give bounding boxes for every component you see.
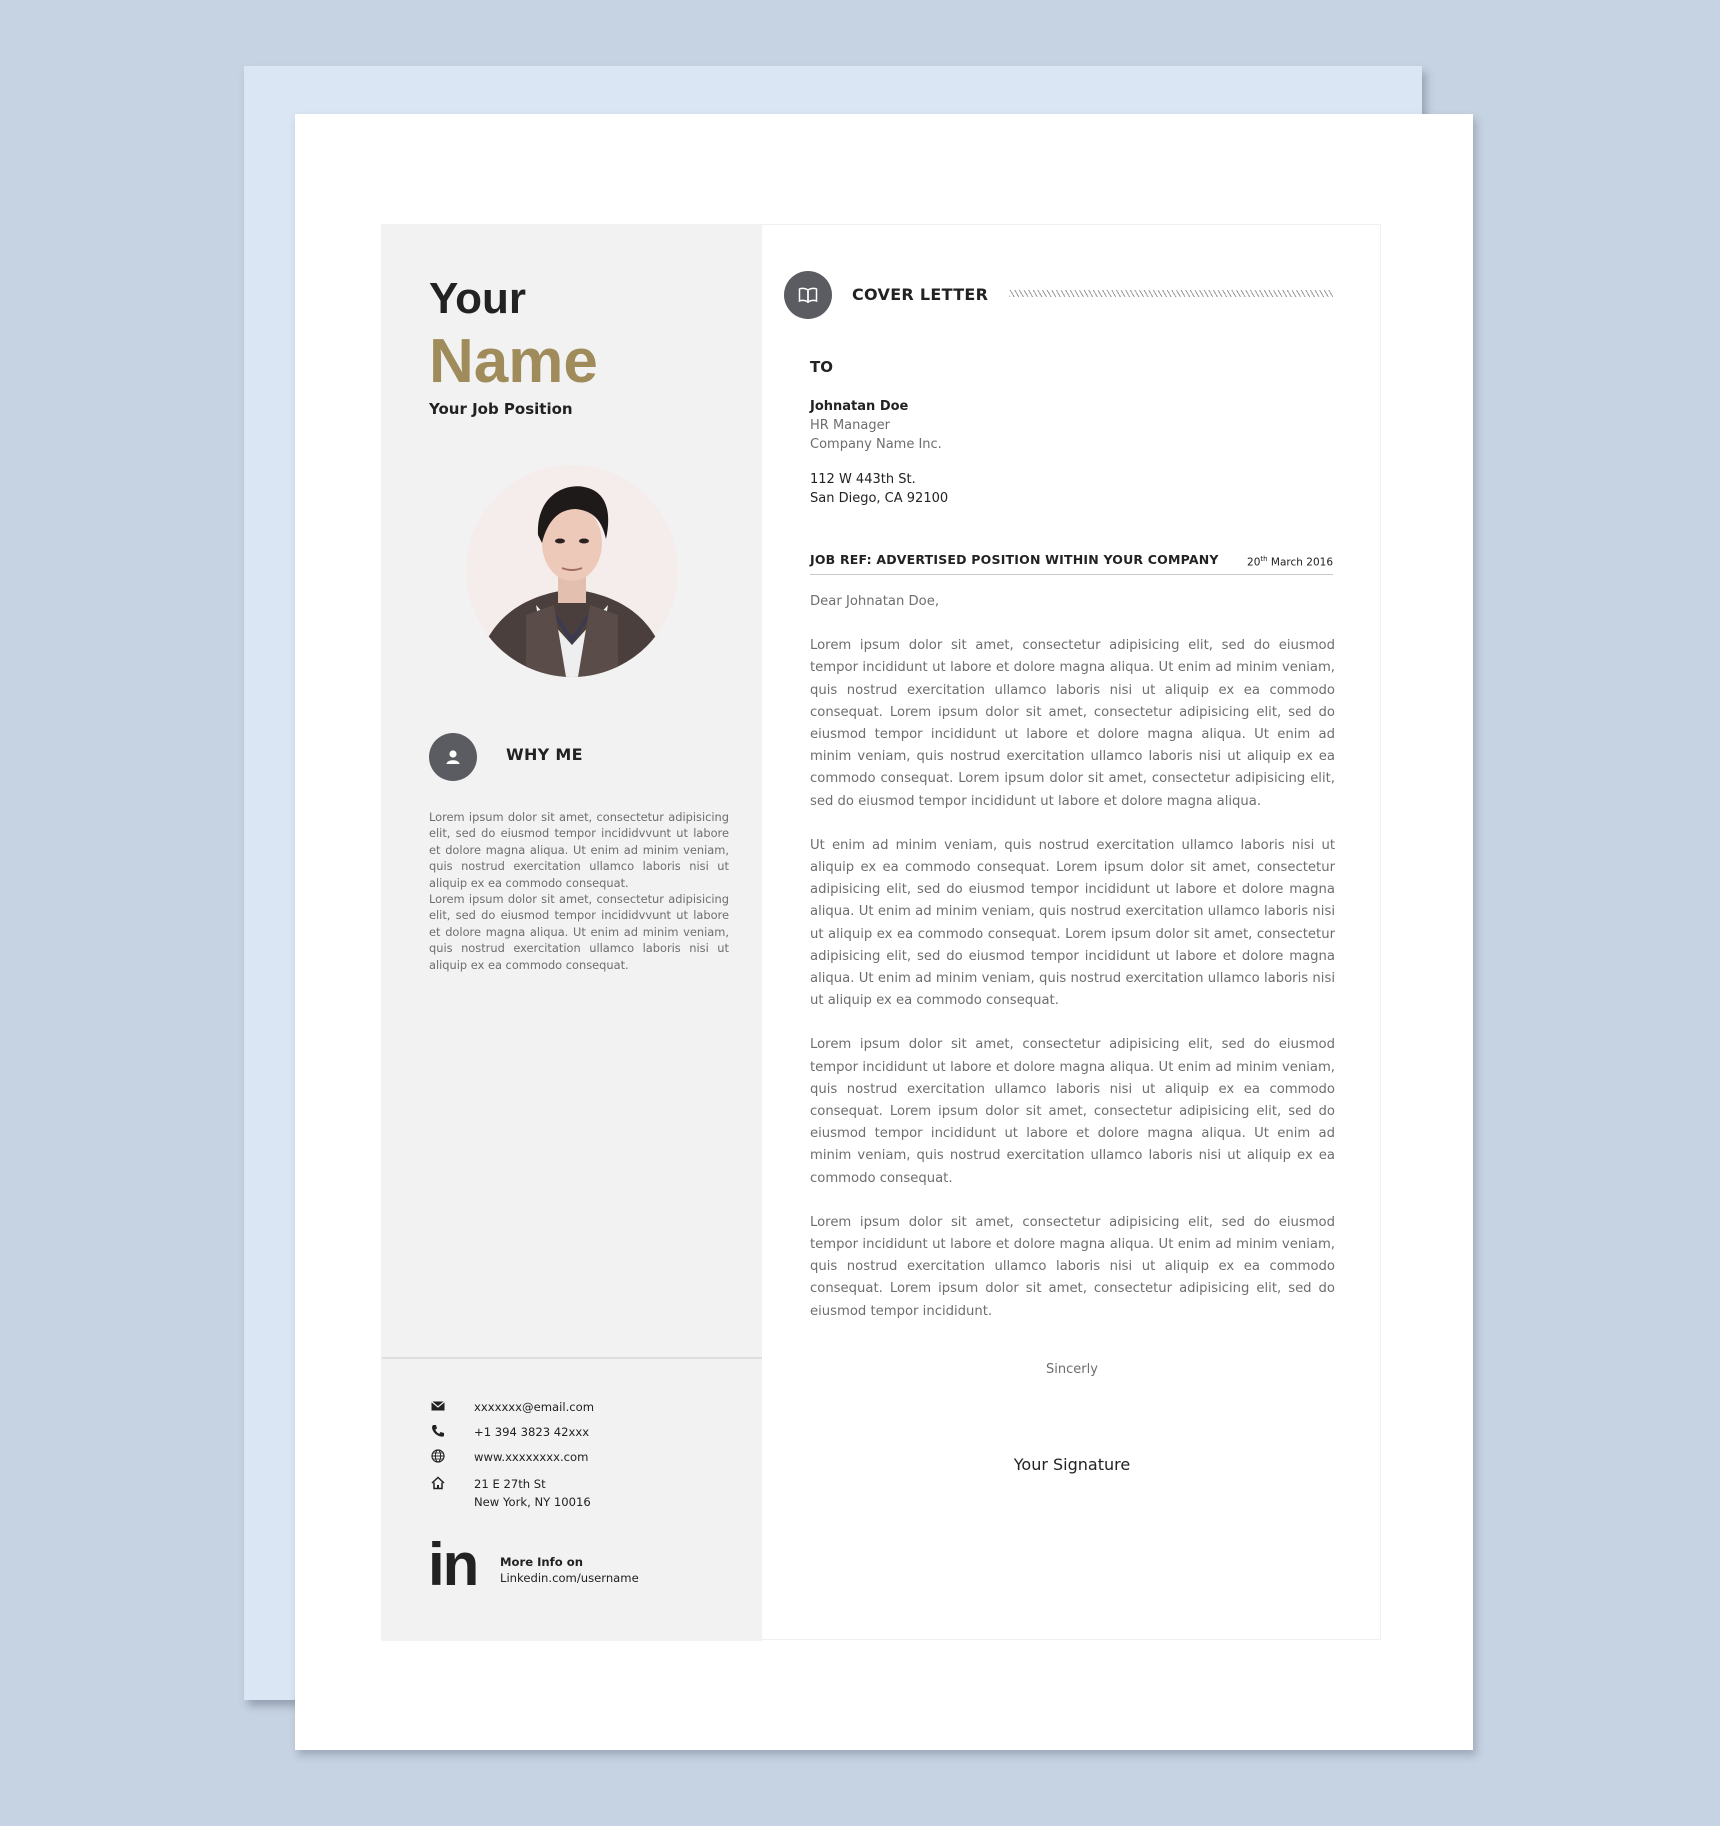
letter-paragraph: Lorem ipsum dolor sit amet, consectetur adipisicing elit, sed do eiusmod tempor incididunt ut labore et dolore magna aliqua. Ut enim ad minim veniam, quis nostrud exercitation ullamco laboris nisi ut aliquip ex ea commodo consequat. Lorem ipsum dolor sit amet, consectetur adipisicing elit, sed do eiusmod tempor incididunt. bbox=[810, 1214, 1335, 1319]
why-me-paragraph: Lorem ipsum dolor sit amet, consectetur adipisicing elit, sed do eiusmod tempor incididvvunt ut labore et dolore magna aliqua. Ut enim ad minim veniam, quis nostrud exercitation ullamco laboris nisi ut aliquip ex ea commodo consequat. bbox=[429, 892, 729, 972]
contact-divider bbox=[382, 1357, 762, 1359]
recipient-address-line-2: San Diego, CA 92100 bbox=[810, 491, 949, 506]
contact-website-text: www.xxxxxxxx.com bbox=[474, 1450, 589, 1464]
job-position: Your Job Position bbox=[429, 400, 573, 418]
date-month-year: March 2016 bbox=[1267, 556, 1333, 569]
recipient-block bbox=[810, 397, 942, 454]
recipient-address bbox=[810, 470, 948, 508]
contact-website[interactable] bbox=[429, 1448, 588, 1466]
contact-email-text: xxxxxxx@email.com bbox=[474, 1400, 595, 1414]
globe-icon bbox=[429, 1448, 447, 1464]
why-me-text bbox=[429, 809, 729, 973]
recipient-company: Company Name Inc. bbox=[810, 437, 942, 452]
to-label: TO bbox=[810, 358, 833, 376]
contact-address-text bbox=[474, 1475, 591, 1511]
letter-paragraph: Ut enim ad minim veniam, quis nostrud exercitation ullamco laboris nisi ut aliquip ex ea commodo consequat. Lorem ipsum dolor sit amet, consectetur adipisicing elit, sed do eiusmod tempor incididunt ut labore et dolore magna aliqua. Ut enim ad minim veniam, quis nostrud exercitation ullamco laboris nisi ut aliquip ex ea commodo consequat. Lorem ipsum dolor sit amet, consectetur adipisicing elit, sed do eiusmod tempor incididunt ut labore et dolore magna aliqua. Ut enim ad minim veniam, quis nostrud exercitation ullamco laboris nisi ut aliquip ex ea commodo consequat. bbox=[810, 837, 1335, 1009]
cover-letter-title: COVER LETTER bbox=[852, 285, 989, 304]
job-ref-row bbox=[810, 550, 1333, 575]
why-me-title: WHY ME bbox=[506, 745, 583, 764]
contact-email[interactable] bbox=[429, 1398, 594, 1416]
letter-paragraph: Lorem ipsum dolor sit amet, consectetur adipisicing elit, sed do eiusmod tempor incididunt ut labore et dolore magna aliqua. Ut enim ad minim veniam, quis nostrud exercitation ullamco laboris nisi ut aliquip ex ea commodo consequat. Lorem ipsum dolor sit amet, consectetur adipisicing elit, sed do eiusmod tempor incididunt ut labore et dolore magna aliqua. Ut enim ad minim veniam, quis nostrud exercitation ullamco laboris nisi ut aliquip ex ea commodo consequat. bbox=[810, 1037, 1335, 1186]
letter-body bbox=[810, 591, 1335, 1323]
cover-letter-document bbox=[381, 224, 1381, 1640]
recipient-name: Johnatan Doe bbox=[810, 399, 909, 414]
linkedin-label: More Info on bbox=[500, 1555, 583, 1569]
date-suffix: th bbox=[1260, 555, 1268, 563]
recipient-address-line-1: 112 W 443th St. bbox=[810, 472, 916, 487]
open-book-icon bbox=[784, 271, 832, 319]
profile-photo bbox=[466, 465, 678, 677]
linkedin-icon[interactable]: in bbox=[428, 1531, 478, 1598]
why-me-paragraph: Lorem ipsum dolor sit amet, consectetur adipisicing elit, sed do eiusmod tempor incididvvunt ut labore et dolore magna aliqua. Ut enim ad minim veniam, quis nostrud exercitation ullamco laboris nisi ut aliquip ex ea commodo consequat. bbox=[429, 810, 729, 890]
envelope-icon bbox=[429, 1398, 447, 1414]
decorative-hatch-divider bbox=[1009, 290, 1333, 297]
front-sheet bbox=[295, 114, 1473, 1750]
name-last: Name bbox=[429, 327, 598, 396]
linkedin-url[interactable]: Linkedin.com/username bbox=[500, 1571, 639, 1585]
recipient-title: HR Manager bbox=[810, 418, 890, 433]
address-line-1: 21 E 27th St bbox=[474, 1477, 546, 1491]
greeting: Dear Johnatan Doe, bbox=[810, 594, 940, 609]
house-icon bbox=[429, 1475, 447, 1491]
job-ref: JOB REF: ADVERTISED POSITION WITHIN YOUR COMPANY bbox=[810, 552, 1219, 567]
address-line-2: New York, NY 10016 bbox=[474, 1495, 591, 1509]
linkedin-info bbox=[500, 1554, 639, 1586]
date-day: 20 bbox=[1247, 556, 1261, 569]
person-icon bbox=[429, 733, 477, 781]
signature: Your Signature bbox=[1013, 1455, 1131, 1474]
contact-address bbox=[429, 1475, 591, 1511]
contact-phone-text: +1 394 3823 42xxx bbox=[474, 1425, 590, 1439]
closing: Sincerly bbox=[1046, 1362, 1098, 1377]
letter-main bbox=[762, 225, 1382, 1641]
phone-icon bbox=[429, 1423, 447, 1439]
letter-date bbox=[1247, 555, 1333, 569]
sidebar bbox=[382, 225, 762, 1641]
contact-phone[interactable] bbox=[429, 1423, 589, 1441]
letter-paragraph: Lorem ipsum dolor sit amet, consectetur adipisicing elit, sed do eiusmod tempor incididunt ut labore et dolore magna aliqua. Ut enim ad minim veniam, quis nostrud exercitation ullamco laboris nisi ut aliquip ex ea commodo consequat. Lorem ipsum dolor sit amet, consectetur adipisicing elit, sed do eiusmod tempor incididunt ut labore et dolore magna aliqua. Ut enim ad minim veniam, quis nostrud exercitation ullamco laboris nisi ut aliquip ex ea commodo consequat. Lorem ipsum dolor sit amet, consectetur adipisicing elit, sed do eiusmod tempor incididunt ut labore et dolore magna aliqua. bbox=[810, 638, 1335, 809]
name-first: Your bbox=[429, 274, 526, 323]
